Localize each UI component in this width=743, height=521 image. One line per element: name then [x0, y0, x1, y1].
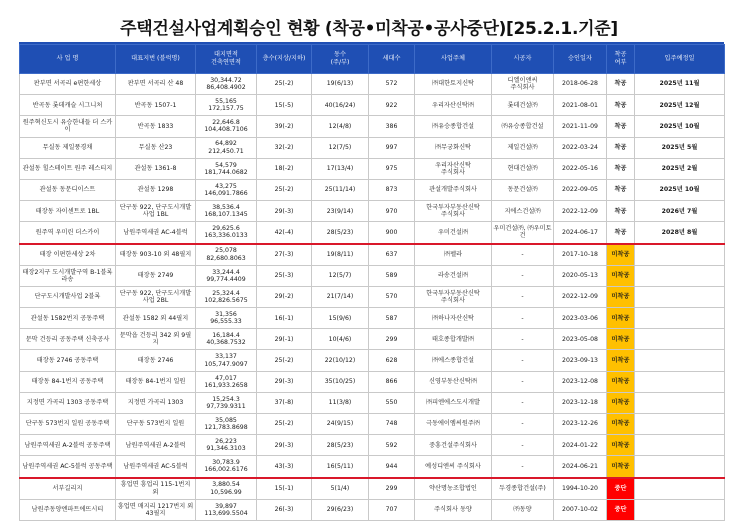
- cell-project-name: 판부면 서곡리 e편한세상: [20, 74, 116, 95]
- cell-approval-date: 2021-11-09: [554, 116, 607, 137]
- cell-approval-date: 2024-01-22: [554, 435, 607, 456]
- cell-contractor: 동문건설㈜: [492, 179, 554, 200]
- cell-area: 38,536.4 168,107.1345: [196, 201, 257, 222]
- table-row: [20, 286, 725, 307]
- cell-developer: 한국투자부동산신탁 주식회사: [415, 201, 492, 222]
- cell-approval-date: 2007-10-02: [554, 499, 607, 520]
- cell-project-name: 서부길리지: [20, 478, 116, 500]
- cell-developer: ㈜에스종합건설: [415, 350, 492, 371]
- cell-move-in-date: 2026년 7월: [635, 201, 725, 222]
- cell-project-name: 관설동 힐스테이트 원주 레스티지: [20, 158, 116, 179]
- cell-buildings: 11(3/8): [312, 392, 369, 413]
- cell-approval-date: 2022-03-24: [554, 137, 607, 158]
- cell-project-name: 관설동 동문디이스트: [20, 179, 116, 200]
- table-row: [20, 478, 725, 500]
- cell-buildings: 40(16/24): [312, 95, 369, 116]
- cell-approval-date: 2023-09-13: [554, 350, 607, 371]
- table-row: [20, 158, 725, 179]
- cell-floors: 29(-3): [257, 435, 312, 456]
- cell-construction-status: 착공: [607, 95, 635, 116]
- header-contractor: 시공자: [492, 45, 554, 74]
- cell-approval-date: 2018-06-28: [554, 74, 607, 95]
- cell-lot-number: 단구동 922, 단구도시개발사업 1BL: [116, 201, 196, 222]
- cell-project-name: 관설동 1582번지 공동주택: [20, 308, 116, 329]
- cell-contractor: -: [492, 265, 554, 286]
- cell-developer: ㈜무궁화신탁: [415, 137, 492, 158]
- cell-floors: 25(-2): [257, 350, 312, 371]
- cell-developer: 한국투자부동산신탁 주식회사: [415, 286, 492, 307]
- cell-construction-status: 착공: [607, 201, 635, 222]
- cell-buildings: 25(11/14): [312, 179, 369, 200]
- cell-contractor: 디엘이앤씨 주식회사: [492, 74, 554, 95]
- cell-construction-status: 미착공: [607, 329, 635, 350]
- cell-area: 25,078 82,680.8063: [196, 244, 257, 266]
- cell-households: 587: [369, 308, 415, 329]
- cell-floors: 16(-1): [257, 308, 312, 329]
- cell-lot-number: 반곡동 1507-1: [116, 95, 196, 116]
- cell-construction-status: 미착공: [607, 308, 635, 329]
- cell-area: 33,244.4 99,774.4409: [196, 265, 257, 286]
- cell-floors: 25(-2): [257, 179, 312, 200]
- cell-lot-number: 흥업면 매지리 1217번지 외 43필지: [116, 499, 196, 520]
- cell-lot-number: 남원주역세권 AC-4블럭: [116, 222, 196, 244]
- cell-lot-number: 태장동 2749: [116, 265, 196, 286]
- cell-approval-date: 2022-12-09: [554, 286, 607, 307]
- cell-floors: 32(-2): [257, 137, 312, 158]
- cell-floors: 39(-2): [257, 116, 312, 137]
- cell-construction-status: 착공: [607, 137, 635, 158]
- cell-construction-status: 미착공: [607, 265, 635, 286]
- cell-floors: 26(-3): [257, 499, 312, 520]
- cell-households: 866: [369, 371, 415, 392]
- cell-contractor: 현대건설㈜: [492, 158, 554, 179]
- cell-construction-status: 미착공: [607, 244, 635, 266]
- cell-project-name: 단구동 573번지 일원 공동주택: [20, 414, 116, 435]
- cell-developer: 태호종합개발㈜: [415, 329, 492, 350]
- cell-contractor: -: [492, 329, 554, 350]
- cell-contractor: -: [492, 350, 554, 371]
- cell-floors: 29(-2): [257, 286, 312, 307]
- cell-area: 55,165 172,157.75: [196, 95, 257, 116]
- cell-area: 30,344.72 86,408.4902: [196, 74, 257, 95]
- cell-buildings: 16(5/11): [312, 456, 369, 478]
- cell-move-in-date: [635, 478, 725, 500]
- cell-project-name: 지정면 가곡리 1303 공동주택: [20, 392, 116, 413]
- table-row: [20, 222, 725, 244]
- header-buildings: 동수 (주/부): [312, 45, 369, 74]
- cell-construction-status: 미착공: [607, 392, 635, 413]
- cell-approval-date: 2023-12-26: [554, 414, 607, 435]
- table-row: [20, 74, 725, 95]
- cell-move-in-date: 2025년 12월: [635, 95, 725, 116]
- cell-area: 16,184.4 40,368.7532: [196, 329, 257, 350]
- cell-lot-number: 흥업면 흥업리 115-1번지 외: [116, 478, 196, 500]
- cell-project-name: 원주역 우미린 더스카이: [20, 222, 116, 244]
- cell-move-in-date: [635, 350, 725, 371]
- cell-buildings: 29(6/23): [312, 499, 369, 520]
- cell-move-in-date: 2025년 10월: [635, 116, 725, 137]
- housing-approval-table: [19, 44, 725, 521]
- cell-households: 748: [369, 414, 415, 435]
- cell-project-name: 문막 건등리 공동주택 신축공사: [20, 329, 116, 350]
- cell-area: 47,017 161,933.2658: [196, 371, 257, 392]
- cell-construction-status: 미착공: [607, 414, 635, 435]
- cell-project-name: 태장동 자이센트로 1BL: [20, 201, 116, 222]
- cell-contractor: ㈜동양: [492, 499, 554, 520]
- cell-approval-date: 2022-05-16: [554, 158, 607, 179]
- cell-developer: 주식회사 동양: [415, 499, 492, 520]
- cell-project-name: 태장2지구 도시개발구역 B-1블록 라송: [20, 265, 116, 286]
- cell-buildings: 23(9/14): [312, 201, 369, 222]
- cell-area: 64,892 212,450.71: [196, 137, 257, 158]
- table-header-row: [20, 45, 725, 74]
- cell-developer: 약산명농조합법인: [415, 478, 492, 500]
- cell-developer: ㈜하나자산신탁: [415, 308, 492, 329]
- header-area: 대지면적 건축연면적: [196, 45, 257, 74]
- cell-lot-number: 단구동 573번지 일원: [116, 414, 196, 435]
- cell-construction-status: 미착공: [607, 350, 635, 371]
- cell-contractor: -: [492, 308, 554, 329]
- cell-area: 30,783.9 166,002.6176: [196, 456, 257, 478]
- cell-approval-date: 2024-06-21: [554, 456, 607, 478]
- cell-developer: ㈜유승종합건설: [415, 116, 492, 137]
- table-row: [20, 265, 725, 286]
- table-row: [20, 179, 725, 200]
- table-row: [20, 116, 725, 137]
- cell-floors: 18(-2): [257, 158, 312, 179]
- header-move-in-date: 입주예정일: [635, 45, 725, 74]
- cell-move-in-date: 2025년 11월: [635, 74, 725, 95]
- cell-households: 299: [369, 329, 415, 350]
- cell-households: 975: [369, 158, 415, 179]
- cell-area: 22,646.8 104,408.7106: [196, 116, 257, 137]
- cell-floors: 43(-3): [257, 456, 312, 478]
- cell-developer: ㈜펠라: [415, 244, 492, 266]
- table-row: [20, 371, 725, 392]
- cell-approval-date: 2021-08-01: [554, 95, 607, 116]
- cell-lot-number: 태장동 84-1번지 일원: [116, 371, 196, 392]
- cell-households: 570: [369, 286, 415, 307]
- cell-construction-status: 착공: [607, 116, 635, 137]
- header-project-name: 사 업 명: [20, 45, 116, 74]
- cell-buildings: 12(7/5): [312, 137, 369, 158]
- cell-project-name: 남원주동양엔파트에뜨시티: [20, 499, 116, 520]
- cell-move-in-date: [635, 308, 725, 329]
- table-row: [20, 329, 725, 350]
- cell-developer: 극동에이엠씨원주㈜: [415, 414, 492, 435]
- cell-buildings: 19(8/11): [312, 244, 369, 266]
- cell-approval-date: 2023-12-08: [554, 371, 607, 392]
- header-lot-number: 대표지번 (블럭명): [116, 45, 196, 74]
- cell-developer: 관설개발주식회사: [415, 179, 492, 200]
- cell-households: 873: [369, 179, 415, 200]
- cell-developer: 우미건설㈜: [415, 222, 492, 244]
- cell-floors: 29(-3): [257, 201, 312, 222]
- cell-construction-status: 착공: [607, 74, 635, 95]
- cell-approval-date: 2020-05-13: [554, 265, 607, 286]
- cell-buildings: 15(9/6): [312, 308, 369, 329]
- cell-contractor: -: [492, 456, 554, 478]
- cell-contractor: 롯데건설㈜: [492, 95, 554, 116]
- cell-area: 29,625.6 163,336.0133: [196, 222, 257, 244]
- header-households: 세대수: [369, 45, 415, 74]
- cell-households: 386: [369, 116, 415, 137]
- table-row: [20, 350, 725, 371]
- cell-approval-date: 1994-10-20: [554, 478, 607, 500]
- cell-construction-status: 중단: [607, 478, 635, 500]
- cell-project-name: 남원주역세권 AC-5블럭 공동주택: [20, 456, 116, 478]
- cell-project-name: 원주혁신도시 유승한내들 더 스카이: [20, 116, 116, 137]
- cell-floors: 25(-2): [257, 74, 312, 95]
- cell-construction-status: 착공: [607, 158, 635, 179]
- cell-project-name: 태장동 84-1번지 공동주택: [20, 371, 116, 392]
- cell-floors: 27(-3): [257, 244, 312, 266]
- cell-households: 299: [369, 478, 415, 500]
- cell-construction-status: 중단: [607, 499, 635, 520]
- cell-households: 922: [369, 95, 415, 116]
- cell-construction-status: 착공: [607, 179, 635, 200]
- cell-buildings: 19(6/13): [312, 74, 369, 95]
- cell-developer: 예성디엔씨 주식회사: [415, 456, 492, 478]
- cell-approval-date: 2022-12-09: [554, 201, 607, 222]
- cell-approval-date: 2023-05-08: [554, 329, 607, 350]
- table-row: [20, 392, 725, 413]
- cell-area: 15,254.3 97,739.9311: [196, 392, 257, 413]
- cell-households: 589: [369, 265, 415, 286]
- cell-area: 35,085 121,783.8698: [196, 414, 257, 435]
- cell-move-in-date: [635, 286, 725, 307]
- cell-move-in-date: 2025년 10월: [635, 179, 725, 200]
- cell-contractor: 두경종합건설(주): [492, 478, 554, 500]
- cell-move-in-date: 2025년 2월: [635, 158, 725, 179]
- cell-contractor: 제일건설㈜: [492, 137, 554, 158]
- cell-households: 944: [369, 456, 415, 478]
- cell-lot-number: 남원주역세권 A-2블럭: [116, 435, 196, 456]
- cell-move-in-date: [635, 456, 725, 478]
- cell-lot-number: 무실동 산23: [116, 137, 196, 158]
- cell-approval-date: 2017-10-18: [554, 244, 607, 266]
- cell-project-name: 단구도시개발사업 2블록: [20, 286, 116, 307]
- cell-area: 25,324.4 102,826.5675: [196, 286, 257, 307]
- cell-lot-number: 태장동 2746: [116, 350, 196, 371]
- cell-buildings: 17(13/4): [312, 158, 369, 179]
- cell-move-in-date: [635, 435, 725, 456]
- cell-buildings: 5(1/4): [312, 478, 369, 500]
- cell-area: 31,356 96,555.33: [196, 308, 257, 329]
- cell-move-in-date: [635, 499, 725, 520]
- cell-buildings: 22(10/12): [312, 350, 369, 371]
- cell-lot-number: 단구동 922, 단구도시개발사업 2BL: [116, 286, 196, 307]
- cell-lot-number: 판부면 서곡리 산 48: [116, 74, 196, 95]
- cell-lot-number: 지정면 가곡리 1303: [116, 392, 196, 413]
- cell-buildings: 28(5/23): [312, 222, 369, 244]
- cell-floors: 37(-8): [257, 392, 312, 413]
- cell-contractor: -: [492, 286, 554, 307]
- cell-area: 3,880.54 10,596.99: [196, 478, 257, 500]
- cell-lot-number: 남원주역세권 AC-5블럭: [116, 456, 196, 478]
- cell-contractor: 지에스건설㈜: [492, 201, 554, 222]
- header-developer: 사업주체: [415, 45, 492, 74]
- table-row: [20, 137, 725, 158]
- table-row: [20, 435, 725, 456]
- header-construction-status: 착공 여부: [607, 45, 635, 74]
- cell-area: 33,137 105,747.9097: [196, 350, 257, 371]
- cell-move-in-date: [635, 244, 725, 266]
- cell-households: 572: [369, 74, 415, 95]
- table-row: [20, 201, 725, 222]
- cell-construction-status: 미착공: [607, 371, 635, 392]
- cell-approval-date: 2024-06-17: [554, 222, 607, 244]
- cell-approval-date: 2023-03-06: [554, 308, 607, 329]
- cell-lot-number: 관설동 1298: [116, 179, 196, 200]
- cell-buildings: 35(10/25): [312, 371, 369, 392]
- cell-buildings: 28(5/23): [312, 435, 369, 456]
- cell-households: 550: [369, 392, 415, 413]
- cell-floors: 42(-4): [257, 222, 312, 244]
- cell-lot-number: 반곡동 1833: [116, 116, 196, 137]
- page-title: 주택건설사업계획승인 현황 (착공•미착공•공사중단)[25.2.1.기준]: [120, 19, 618, 39]
- cell-project-name: 태장 이편한세상 2차: [20, 244, 116, 266]
- cell-contractor: 우미건설㈜, ㈜우미토건: [492, 222, 554, 244]
- table-row: [20, 499, 725, 520]
- header-approval-date: 승인일자: [554, 45, 607, 74]
- cell-lot-number: 관설동 1361-8: [116, 158, 196, 179]
- cell-households: 970: [369, 201, 415, 222]
- cell-contractor: -: [492, 392, 554, 413]
- cell-area: 43,275 146,091.7866: [196, 179, 257, 200]
- cell-households: 637: [369, 244, 415, 266]
- cell-floors: 15(-1): [257, 478, 312, 500]
- cell-buildings: 24(9/15): [312, 414, 369, 435]
- cell-developer: 우리자산신탁 주식회사: [415, 158, 492, 179]
- header-floors: 층수(지상/지하): [257, 45, 312, 74]
- cell-contractor: -: [492, 435, 554, 456]
- table-row: [20, 95, 725, 116]
- cell-households: 592: [369, 435, 415, 456]
- cell-approval-date: 2022-09-05: [554, 179, 607, 200]
- cell-buildings: 10(4/6): [312, 329, 369, 350]
- cell-contractor: -: [492, 414, 554, 435]
- cell-lot-number: 문막읍 건등리 342 외 9필지: [116, 329, 196, 350]
- cell-floors: 25(-2): [257, 414, 312, 435]
- cell-floors: 29(-3): [257, 371, 312, 392]
- cell-area: 26,223 91,346.3103: [196, 435, 257, 456]
- cell-developer: 우리자산신탁㈜: [415, 95, 492, 116]
- cell-move-in-date: [635, 265, 725, 286]
- cell-developer: 신영부동산신탁㈜: [415, 371, 492, 392]
- cell-households: 997: [369, 137, 415, 158]
- cell-construction-status: 미착공: [607, 286, 635, 307]
- table-row: [20, 456, 725, 478]
- cell-floors: 15(-5): [257, 95, 312, 116]
- cell-contractor: -: [492, 371, 554, 392]
- cell-developer: ㈜피엔에스도시개발: [415, 392, 492, 413]
- cell-buildings: 21(7/14): [312, 286, 369, 307]
- cell-move-in-date: [635, 329, 725, 350]
- cell-move-in-date: [635, 371, 725, 392]
- cell-lot-number: 태장동 903-10 외 48필지: [116, 244, 196, 266]
- cell-move-in-date: [635, 414, 725, 435]
- cell-approval-date: 2023-12-18: [554, 392, 607, 413]
- cell-project-name: 반곡동 롯데캐슬 시그니처: [20, 95, 116, 116]
- cell-construction-status: 미착공: [607, 435, 635, 456]
- cell-move-in-date: 2025년 5월: [635, 137, 725, 158]
- cell-floors: 25(-3): [257, 265, 312, 286]
- cell-move-in-date: 2028년 8월: [635, 222, 725, 244]
- cell-construction-status: 착공: [607, 222, 635, 244]
- cell-households: 628: [369, 350, 415, 371]
- cell-move-in-date: [635, 392, 725, 413]
- cell-lot-number: 관설동 1582 외 44필지: [116, 308, 196, 329]
- cell-contractor: -: [492, 244, 554, 266]
- cell-developer: ㈜대한토지신탁: [415, 74, 492, 95]
- cell-households: 900: [369, 222, 415, 244]
- cell-buildings: 12(5/7): [312, 265, 369, 286]
- cell-project-name: 남원주역세권 A-2블럭 공동주택: [20, 435, 116, 456]
- cell-construction-status: 미착공: [607, 456, 635, 478]
- cell-area: 39,897 113,699.5504: [196, 499, 257, 520]
- cell-area: 54,579 181,744.0682: [196, 158, 257, 179]
- table-row: [20, 308, 725, 329]
- cell-developer: 라송건설㈜: [415, 265, 492, 286]
- cell-floors: 29(-1): [257, 329, 312, 350]
- cell-households: 707: [369, 499, 415, 520]
- table-row: [20, 244, 725, 266]
- cell-developer: 중흥건설주식회사: [415, 435, 492, 456]
- cell-project-name: 태장동 2746 공동주택: [20, 350, 116, 371]
- cell-contractor: ㈜유승종합건설: [492, 116, 554, 137]
- table-row: [20, 414, 725, 435]
- cell-project-name: 무실동 제일풍경채: [20, 137, 116, 158]
- cell-buildings: 12(4/8): [312, 116, 369, 137]
